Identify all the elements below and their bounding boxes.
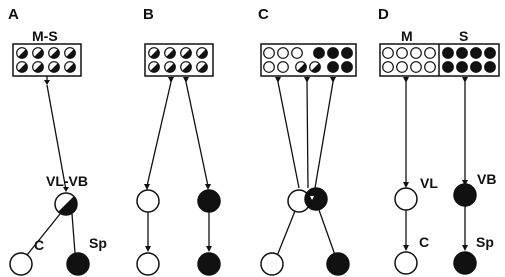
panel-b: [137, 6, 220, 275]
panel-d-box-left-label: M: [401, 28, 413, 44]
panel-c-ms-box: [261, 44, 356, 76]
panel-d-vl-node: [395, 188, 417, 210]
panel-c-black-thalamic-node: [305, 188, 327, 210]
panel-d: [378, 6, 499, 274]
panel-b-axon-right: [186, 82, 208, 186]
panel-a-axon-right: [72, 214, 75, 253]
panel-d-vb-node: [454, 184, 476, 206]
panel-d-right-bottom-label: Sp: [476, 234, 494, 250]
panel-c-black-target-node: [327, 253, 349, 275]
panel-c-axon-left-lower: [277, 211, 295, 256]
panel-d-terminal-left-lower: [403, 245, 409, 251]
panel-d-left-mid-label: VL: [420, 175, 438, 191]
panel-b-black-thalamic-node: [198, 190, 220, 212]
panel-c-axon-right-lower: [319, 210, 335, 255]
panel-c-white-target-node: [261, 253, 283, 275]
panel-c: [258, 6, 356, 275]
panel-b-white-target-node: [137, 253, 159, 275]
panel-a-vl-vb-node: [55, 193, 77, 215]
panel-b-axon-left: [147, 82, 171, 186]
panel-c-axon-1: [278, 82, 299, 188]
panel-d-terminal-left: [403, 182, 409, 188]
panel-d-box-right-label: S: [459, 28, 469, 44]
panel-a-mid-label: VL-VB: [46, 173, 88, 189]
panel-a-left-label: C: [34, 237, 45, 253]
panel-b-white-thalamic-node: [137, 190, 159, 212]
panel-d-terminal-right-lower: [462, 245, 468, 251]
panel-b-letter: B: [143, 6, 154, 23]
panel-d-left-bottom-label: C: [419, 234, 430, 250]
panel-b-terminal-right: [205, 184, 211, 190]
panel-a-arrowhead: [44, 80, 50, 85]
panel-d-letter: D: [378, 6, 389, 23]
panel-c-axon-2: [307, 82, 308, 188]
panel-a-box-label: M-S: [32, 28, 58, 44]
panel-b-terminal-left-lower: [145, 246, 151, 252]
panel-a-c-node: [10, 253, 32, 275]
panel-d-sp-node: [454, 252, 476, 274]
panel-a-sp-node: [67, 253, 89, 275]
panel-b-terminal-left: [144, 184, 150, 190]
panel-c-letter: C: [258, 6, 269, 23]
panel-d-c-node: [395, 252, 417, 274]
panel-a-letter: A: [8, 6, 19, 23]
panel-a-right-label: Sp: [89, 235, 107, 251]
panel-b-terminal-right-lower: [206, 246, 212, 252]
panel-b-black-target-node: [198, 253, 220, 275]
panel-d-right-mid-label: VB: [477, 171, 497, 187]
panel-a: [8, 6, 107, 275]
panel-c-axon-3: [315, 82, 333, 188]
